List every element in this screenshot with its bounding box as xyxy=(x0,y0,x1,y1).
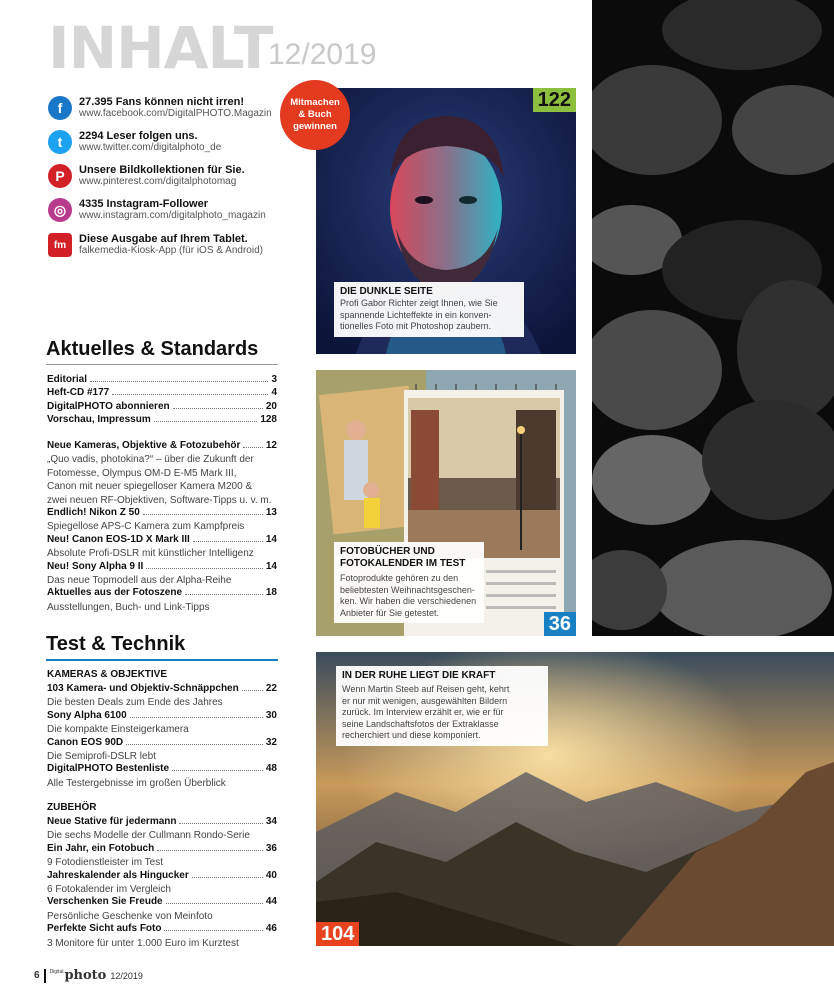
dot-leader xyxy=(146,561,263,569)
footer-issue: 12/2019 xyxy=(110,970,143,981)
toc-page-number: 22 xyxy=(265,683,277,694)
toc-page-number: 12 xyxy=(265,440,277,451)
pinterest-icon: P xyxy=(48,164,72,188)
toc-page-number: 36 xyxy=(265,842,277,854)
toc-entry-title: Endlich! Nikon Z 50 xyxy=(47,507,140,519)
toc-page-number: 44 xyxy=(265,896,277,908)
instagram-icon: ◎ xyxy=(48,198,72,222)
dot-leader xyxy=(154,414,258,422)
toc-entry-title: Neu! Sony Alpha 9 II xyxy=(47,560,144,572)
caption-line: Wenn Martin Steeb auf Reisen geht, kehrt xyxy=(342,684,510,694)
toc-entry-description: Die kompakte Einsteigerkamera xyxy=(47,724,189,736)
facebook-icon: f xyxy=(48,96,72,120)
caption-line: seine Landschaftsfotos der Extraklasse xyxy=(342,718,499,729)
social-headline: 27.395 Fans können nicht irren! xyxy=(79,96,245,108)
caption-heading: IN DER RUHE LIEGT DIE KRAFT xyxy=(342,670,496,681)
toc-entry[interactable] xyxy=(47,534,277,547)
falkemedia-icon: fm xyxy=(48,233,72,257)
toc-entry[interactable] xyxy=(47,923,277,936)
toc-entry[interactable] xyxy=(47,507,277,520)
toc-entry-title: Neu! Canon EOS-1D X Mark III xyxy=(47,533,190,545)
page-badge: 104 xyxy=(316,922,359,946)
toc-standards xyxy=(47,374,277,428)
toc-page-number: 4 xyxy=(271,387,277,399)
page-title: INHALT xyxy=(48,14,273,82)
sticker-line: Mitmachen xyxy=(290,97,340,108)
caption-line: zurück. Im Interview erzählt er, wie er für xyxy=(342,707,504,717)
sticker-line: gewinnen xyxy=(293,121,337,132)
dot-leader xyxy=(243,440,262,448)
section-heading-test: Test & Technik xyxy=(46,633,186,655)
dot-leader xyxy=(172,763,263,771)
toc-entry-description: Ausstellungen, Buch- und Link-Tipps xyxy=(47,601,210,613)
toc-entry-description: Canon mit neuer spiegelloser Kamera M200 & xyxy=(47,481,253,493)
caption-line: Anbieter für Sie getestet. xyxy=(340,607,440,618)
toc-page-number: 30 xyxy=(265,709,277,721)
dot-leader xyxy=(126,737,263,745)
category-zubehoer: ZUBEHÖR xyxy=(47,802,97,813)
dot-leader xyxy=(90,374,268,382)
toc-entry-description: Die Semiprofi-DSLR lebt xyxy=(47,750,156,762)
social-text xyxy=(79,198,266,222)
rocks-photo xyxy=(592,0,834,636)
dot-leader xyxy=(112,387,268,395)
toc-entry[interactable] xyxy=(47,440,277,453)
social-text xyxy=(79,164,245,188)
toc-page-number: 32 xyxy=(265,736,277,748)
toc-page-number: 14 xyxy=(265,533,277,545)
brand-logo: photo xyxy=(64,968,107,983)
caption-heading: FOTOBÜCHER UND xyxy=(340,546,435,557)
toc-entry-title: Heft-CD #177 xyxy=(47,387,110,399)
toc-entry[interactable] xyxy=(47,763,277,776)
caption-line: Fotoprodukte gehören zu den xyxy=(340,573,459,583)
social-url[interactable]: www.facebook.com/DigitalPHOTO.Magazin xyxy=(79,108,272,119)
caption-heading: FOTOKALENDER IM TEST xyxy=(340,558,466,569)
brand-prefix: Digital xyxy=(49,969,64,975)
dot-leader xyxy=(164,923,262,931)
giveaway-sticker[interactable] xyxy=(280,80,350,150)
toc-entry-description: „Quo vadis, photokina?“ – über die Zukunft der xyxy=(47,454,254,466)
social-url[interactable]: www.pinterest.com/digitalphotomag xyxy=(79,176,237,187)
toc-entry[interactable] xyxy=(47,587,277,600)
caption-heading: DIE DUNKLE SEITE xyxy=(340,286,433,297)
toc-page-number: 48 xyxy=(265,763,277,775)
toc-entry[interactable] xyxy=(47,374,277,387)
toc-entry-title: Vorschau, Impressum xyxy=(47,414,151,426)
dot-leader xyxy=(179,816,262,824)
social-headline: 2294 Leser folgen uns. xyxy=(79,130,198,142)
toc-entry-title: Sony Alpha 6100 xyxy=(47,709,127,721)
dot-leader xyxy=(185,587,263,595)
social-headline: Unsere Bildkollektionen für Sie. xyxy=(79,164,245,176)
toc-kameras xyxy=(47,683,277,790)
toc-entry-title: 103 Kamera- und Objektiv-Schnäppchen xyxy=(47,683,239,694)
social-link[interactable] xyxy=(48,96,293,120)
social-url[interactable]: falkemedia-Kiosk-App (für iOS & Android) xyxy=(79,245,263,256)
page-footer xyxy=(34,968,143,983)
feature-caption xyxy=(334,282,524,337)
feature-calendar-photo[interactable] xyxy=(316,370,576,636)
social-text xyxy=(79,130,221,154)
social-link[interactable] xyxy=(48,164,293,188)
toc-page-number: 46 xyxy=(265,923,277,935)
page-number: 6 xyxy=(34,970,40,981)
toc-entry[interactable] xyxy=(47,843,277,856)
feature-caption xyxy=(334,542,484,623)
caption-line: Profi Gabor Richter zeigt Ihnen, wie Sie xyxy=(340,298,498,308)
page-badge: 36 xyxy=(544,612,576,636)
twitter-icon: t xyxy=(48,130,72,154)
toc-entry[interactable] xyxy=(47,896,277,909)
toc-entry[interactable] xyxy=(47,414,277,427)
dot-leader xyxy=(130,710,263,718)
section-divider xyxy=(46,364,278,365)
toc-entry[interactable] xyxy=(47,401,277,414)
social-headline: Diese Ausgabe auf Ihrem Tablet. xyxy=(79,233,248,245)
feature-portrait-photo[interactable] xyxy=(316,88,576,354)
toc-entry-description: Persönliche Geschenke von Meinfoto xyxy=(47,910,213,922)
toc-entry-description: Alle Testergebnisse im großen Überblick xyxy=(47,777,226,789)
toc-entry-description: Die sechs Modelle der Cullmann Rondo-Serie xyxy=(47,830,250,842)
toc-page-number: 34 xyxy=(265,816,277,827)
social-url[interactable]: www.twitter.com/digitalphoto_de xyxy=(79,142,222,153)
toc-zubehoer xyxy=(47,816,277,950)
caption-line: tionelles Foto mit Photoshop zaubern. xyxy=(340,321,492,331)
toc-entry-description: 9 Fotodienstleister im Test xyxy=(47,857,163,869)
toc-entry-title: Editorial xyxy=(47,374,88,385)
toc-page-number: 14 xyxy=(265,560,277,572)
toc-entry-title: Jahreskalender als Hingucker xyxy=(47,869,189,881)
toc-page-number: 40 xyxy=(265,869,277,881)
toc-entry-description: Absolute Profi-DSLR mit künstlicher Intelligenz xyxy=(47,548,254,560)
toc-entry[interactable] xyxy=(47,561,277,574)
toc-entry-description: Fotomesse, Olympus OM-D E-M5 Mark III, xyxy=(47,467,237,479)
category-kameras: KAMERAS & OBJEKTIVE xyxy=(47,669,168,680)
rocks-image xyxy=(592,0,834,636)
toc-entry-description: Das neue Topmodell aus der Alpha-Reihe xyxy=(47,575,232,586)
toc-entry[interactable] xyxy=(47,870,277,883)
sticker-line: & Buch xyxy=(298,109,332,120)
feature-landscape-photo[interactable] xyxy=(316,652,834,946)
social-url[interactable]: www.instagram.com/digitalphoto_magazin xyxy=(79,210,266,221)
caption-line: ken. Wir haben die verschiedenen xyxy=(340,596,477,606)
dot-leader xyxy=(157,843,263,851)
toc-entry-title: Neue Stative für jedermann xyxy=(47,816,177,827)
toc-page-number: 13 xyxy=(265,507,277,519)
toc-page-number: 3 xyxy=(271,374,277,385)
social-link[interactable] xyxy=(48,198,293,222)
toc-entry-title: DigitalPHOTO Bestenliste xyxy=(47,763,170,775)
toc-entry-description: 6 Fotokalender im Vergleich xyxy=(47,883,171,895)
toc-entry[interactable] xyxy=(47,683,277,696)
dot-leader xyxy=(166,896,263,904)
footer-divider xyxy=(44,969,46,983)
caption-line: spannende Lichteffekte in ein konven- xyxy=(340,309,492,320)
social-headline: 4335 Instagram-Follower xyxy=(79,198,208,210)
dot-leader xyxy=(173,401,263,409)
section-divider xyxy=(46,659,278,661)
toc-entry-title: Perfekte Sicht aufs Foto xyxy=(47,923,162,935)
dot-leader xyxy=(192,870,263,878)
toc-entry-title: Canon EOS 90D xyxy=(47,736,124,748)
social-link[interactable] xyxy=(48,130,293,154)
toc-page-number: 20 xyxy=(265,400,277,412)
toc-entry-description: Spiegellose APS-C Kamera zum Kampfpreis xyxy=(47,521,245,533)
caption-line: er nur mit wenigen, ausgewählten Bildern xyxy=(342,695,508,706)
toc-entry-description: Die besten Deals zum Ende des Jahres xyxy=(47,697,223,709)
toc-page-number: 128 xyxy=(260,414,277,426)
section-heading-aktuelles: Aktuelles & Standards xyxy=(46,338,259,360)
toc-entry-title: Neue Kameras, Objektive & Fotozubehör xyxy=(47,440,241,451)
caption-line: beliebtesten Weihnachtsgeschen- xyxy=(340,584,475,595)
toc-entry[interactable] xyxy=(47,387,277,400)
toc-entry-title: Ein Jahr, ein Fotobuch xyxy=(47,842,155,854)
toc-entry-title: Verschenken Sie Freude xyxy=(47,896,163,908)
toc-entry[interactable] xyxy=(47,737,277,750)
toc-entry[interactable] xyxy=(47,710,277,723)
page-badge: 122 xyxy=(533,88,576,112)
dot-leader xyxy=(193,534,263,542)
issue-date: 12/2019 xyxy=(268,38,377,71)
toc-news xyxy=(47,440,277,614)
dot-leader xyxy=(143,507,263,515)
toc-page-number: 18 xyxy=(265,587,277,599)
social-text xyxy=(79,233,263,257)
toc-entry-title: Aktuelles aus der Fotoszene xyxy=(47,587,183,599)
toc-entry[interactable] xyxy=(47,816,277,829)
toc-entry-title: DigitalPHOTO abonnieren xyxy=(47,400,170,412)
dot-leader xyxy=(242,683,263,691)
toc-entry-description: zwei neuen RF-Objektiven, Software-Tipps u. v. m. xyxy=(47,494,272,506)
feature-caption xyxy=(336,666,548,746)
caption-line: recherchiert und diese komponiert. xyxy=(342,730,481,740)
toc-entry-description: 3 Monitore für unter 1.000 Euro im Kurztest xyxy=(47,937,239,949)
social-link[interactable] xyxy=(48,233,293,257)
social-text xyxy=(79,96,272,120)
